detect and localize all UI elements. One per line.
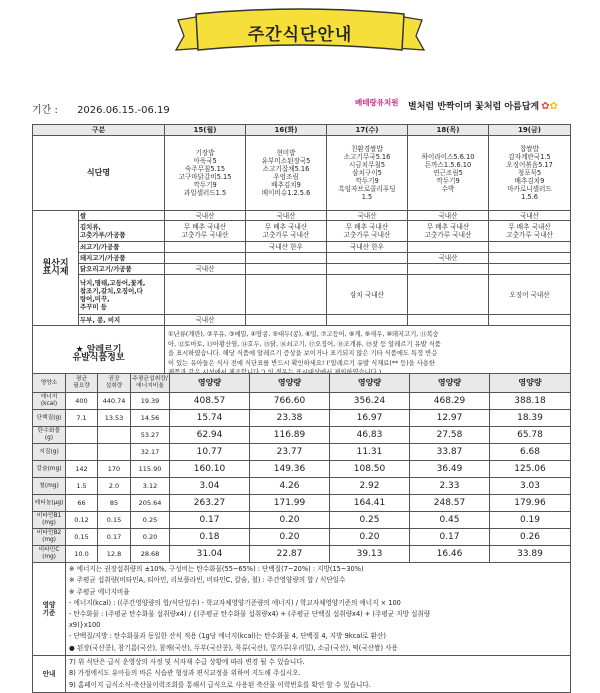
guide-table <box>32 562 571 693</box>
origin-cell <box>327 253 408 264</box>
nutrient-value: 0.17 <box>410 529 490 546</box>
nutrient-avg: 400 <box>66 393 98 410</box>
nutrient-value: 116.89 <box>250 427 330 444</box>
origin-row <box>33 315 571 326</box>
nutrient-value: 16.97 <box>330 410 410 427</box>
nutrient-value: 108.50 <box>330 461 410 478</box>
column-header-category: 구분 <box>33 125 165 136</box>
nutrient-recommended: 85 <box>98 495 131 512</box>
nutrient-value: 15.74 <box>170 410 250 427</box>
allergy-label: ★ 알레르기 유발식품정보 <box>33 326 165 383</box>
origin-cell: 국내산 <box>489 211 571 221</box>
nutrient-week-avg: 32.17 <box>131 444 170 461</box>
origin-cell <box>246 275 327 315</box>
nutrient-value: 10.77 <box>170 444 250 461</box>
origin-cell: 무 배추 국내산 고춧가루 국내산 <box>165 221 246 242</box>
origin-group-label: 원산지 표시제 <box>33 211 79 326</box>
nutrient-name: 단백질(g) <box>33 410 66 427</box>
menu-cell: 친환경쌀밥 소고기무국5.16 시금치무침5 삼치구이5 깍두기9 흑임자브로콜리푸딩 1.5 <box>327 136 408 211</box>
origin-item-label: 낙지,명태,고등어,꽃게, 참조기,갈치,오징어,다 랑어,미꾸, 주꾸미 등 <box>79 275 165 315</box>
period <box>32 101 186 116</box>
origin-cell <box>489 315 571 326</box>
column-header-day: 15(월) <box>165 125 246 136</box>
origin-cell <box>408 242 489 253</box>
nutrient-name: 탄수화물 (g) <box>33 427 66 444</box>
nutrient-avg: 66 <box>66 495 98 512</box>
nutrient-avg: 7.1 <box>66 410 98 427</box>
nutrient-value: 468.29 <box>410 393 490 410</box>
origin-row <box>33 211 571 221</box>
nutrition-header: 영양량 <box>250 374 330 393</box>
nutrition-row <box>33 427 571 444</box>
notice-text: 7) 위 식단은 급식 운영상의 사정 및 식자재 수급 상황에 따라 변경 될 수 있습니다. 8) 가정에서도 유아들의 바른 식습관 형성과 편식교정을 위하여 지도해 주십시오. 9) 홈페이지 급식소식-축산물이력조회를 통해서 급식으로 사용된 축산물 이력번호를 확인 할 수 있습니다. <box>66 656 571 693</box>
origin-item-label: 김치류, 고춧가루/가공품 <box>79 221 165 242</box>
origin-cell <box>327 264 408 275</box>
nutrition-header: 영양소 <box>33 374 66 393</box>
nutrient-week-avg: 28.68 <box>131 546 170 563</box>
nutrient-value: 16.46 <box>410 546 490 563</box>
origin-cell: 국내산 한우 <box>246 242 327 253</box>
menu-cell: 찹쌀밥 감자계란국1.5 오징어볶음5.17 청포묵5 배추김치9 마카로니샐러드 1.5.6 <box>489 136 571 211</box>
origin-cell <box>246 264 327 275</box>
nutrient-avg <box>66 444 98 461</box>
origin-cell: 국내산 <box>327 211 408 221</box>
column-header-day: 16(화) <box>246 125 327 136</box>
nutrient-name: 지질(g) <box>33 444 66 461</box>
nutrition-header: 영양량 <box>170 374 250 393</box>
nutrient-recommended <box>98 444 131 461</box>
nutrition-row <box>33 461 571 478</box>
origin-cell: 국내산 <box>246 211 327 221</box>
kindergarten-logo <box>355 97 398 108</box>
origin-cell: 무 배추 국내산 고춧가루 국내산 <box>489 221 571 242</box>
nutrient-value: 65.78 <box>490 427 571 444</box>
nutrient-value: 0.20 <box>330 529 410 546</box>
column-header-day: 18(목) <box>408 125 489 136</box>
nutrient-recommended: 0.17 <box>98 529 131 546</box>
menu-row-label: 식단명 <box>33 136 165 211</box>
nutrient-value: 0.25 <box>330 512 410 529</box>
nutrition-header: 평균 필요량 <box>66 374 98 393</box>
origin-item-label: 돼지고기/가공품 <box>79 253 165 264</box>
nutrient-avg: 10.0 <box>66 546 98 563</box>
nutrition-header-row <box>33 374 571 393</box>
nutrient-value: 31.04 <box>170 546 250 563</box>
standards-row <box>33 563 571 656</box>
slogan-text: 별처럼 반짝이며 꽃처럼 아름답게 <box>408 102 540 112</box>
origin-cell: 무 배추 국내산 고춧가루 국내산 <box>246 221 327 242</box>
origin-cell: 오징어 국내산 <box>489 275 571 315</box>
nutrition-header: 권장 섭취량 <box>98 374 131 393</box>
slogan <box>408 99 558 112</box>
nutrient-name: 레티놀(μg) <box>33 495 66 512</box>
nutrient-recommended: 440.74 <box>98 393 131 410</box>
origin-cell <box>489 264 571 275</box>
nutrition-row <box>33 410 571 427</box>
nutrition-row <box>33 444 571 461</box>
nutrient-name: 비타민B2 (mg) <box>33 529 66 546</box>
origin-cell: 국내산 <box>408 211 489 221</box>
nutrient-avg: 0.15 <box>66 529 98 546</box>
nutrient-value: 3.03 <box>490 478 571 495</box>
period-value: 2026.06.15.-06.19 <box>77 105 170 116</box>
nutrition-header: 영양량 <box>330 374 410 393</box>
origin-row <box>33 264 571 275</box>
nutrient-value: 3.04 <box>170 478 250 495</box>
nutrient-value: 23.38 <box>250 410 330 427</box>
origin-item-label: 닭오리고기/가공품 <box>79 264 165 275</box>
nutrient-value: 356.24 <box>330 393 410 410</box>
nutrient-week-avg: 115.90 <box>131 461 170 478</box>
flower-icon: ✿ <box>549 101 558 112</box>
nutrient-value: 171.99 <box>250 495 330 512</box>
origin-cell <box>165 275 246 315</box>
nutrition-header: 주평균섭취량/ 에너지비율 <box>131 374 170 393</box>
origin-cell <box>246 253 327 264</box>
nutrient-recommended <box>98 427 131 444</box>
column-header-day: 19(금) <box>489 125 571 136</box>
nutrient-week-avg: 53.27 <box>131 427 170 444</box>
nutrient-week-avg: 3.12 <box>131 478 170 495</box>
header-row <box>33 125 571 136</box>
origin-cell: 국내산 <box>165 211 246 221</box>
origin-cell: 국내산 한우 <box>327 242 408 253</box>
nutrient-name: 칼슘(mg) <box>33 461 66 478</box>
nutrient-value: 2.33 <box>410 478 490 495</box>
notice-label: 안내 <box>33 656 66 693</box>
origin-cell <box>408 264 489 275</box>
nutrient-recommended: 170 <box>98 461 131 478</box>
nutrient-value: 39.13 <box>330 546 410 563</box>
nutrient-value: 408.57 <box>170 393 250 410</box>
nutrient-avg: 1.5 <box>66 478 98 495</box>
nutrient-value: 0.20 <box>250 529 330 546</box>
nutrient-value: 248.57 <box>410 495 490 512</box>
nutrition-table <box>32 373 571 563</box>
nutrient-value: 2.92 <box>330 478 410 495</box>
origin-row <box>33 253 571 264</box>
nutrient-value: 6.68 <box>490 444 571 461</box>
origin-item-label: 쌀 <box>79 211 165 221</box>
origin-row <box>33 242 571 253</box>
logo-text: 베테랑유치원 <box>355 98 399 107</box>
origin-row <box>33 275 571 315</box>
title-banner <box>170 6 430 62</box>
notice-row <box>33 656 571 693</box>
nutrient-recommended: 13.53 <box>98 410 131 427</box>
origin-row <box>33 221 571 242</box>
nutrient-value: 766.60 <box>250 393 330 410</box>
nutrient-value: 23.77 <box>250 444 330 461</box>
page-title: 주간식단안내 <box>247 25 353 45</box>
flower-icon: ✿ <box>541 101 550 112</box>
origin-cell <box>408 275 489 315</box>
origin-cell <box>408 315 489 326</box>
nutrient-value: 33.87 <box>410 444 490 461</box>
nutrition-header: 영양량 <box>410 374 490 393</box>
origin-item-label: 쇠고기/가공품 <box>79 242 165 253</box>
nutrition-row <box>33 546 571 563</box>
nutrient-recommended: 0.15 <box>98 512 131 529</box>
origin-cell: 국내산 <box>408 253 489 264</box>
nutrient-week-avg: 0.20 <box>131 529 170 546</box>
nutrition-row <box>33 478 571 495</box>
origin-item-label: 두부, 콩, 비지 <box>79 315 165 326</box>
period-label: 기간 : <box>32 105 58 116</box>
column-header-day: 17(수) <box>327 125 408 136</box>
nutrient-name: 에너지 (kcal) <box>33 393 66 410</box>
nutrition-row <box>33 512 571 529</box>
origin-cell <box>165 253 246 264</box>
nutrient-name: 비타민B1 (mg) <box>33 512 66 529</box>
standards-text: ※ 에너지는 권장섭취량의 ±10%, 구성비는 탄수화물(55~65%) : 단백질(7~20%) : 지방(15~30%) ※ 주평균 섭취량(비타민A, 티아민, 리보플라빈, 비타민C, 칼슘, 철) : 주간영양량의 합 / 식단일수 ※ 주평균 에너지비율 - 에너지(kcal) : ((주간영양량의 합/식단일수) - 학교자체영양기준량의 에너지) / 학교자체영양기준의 에너지 × 100 - 탄수화물 : (주평균 탄수화물 섭취량x4) / {(주평균 탄수화물 섭취량x4) + (주평균 단백질 섭취량x4) + (주평균 지방 섭취량 x9)}x100 - 단백질/지방 : 탄수화물과 동일한 산식 적용 (1g당 에너지(kcal)는 탄수화물 4, 단백질 4, 지방 9kcal로 환산) ● 된장(국산콩), 참기름(국산), 참깨(국산), 두부(국산콩), 묵류(국산), 밀가루(우리밀), 소금(국산), 떡(국산쌀) 사용 <box>66 563 571 656</box>
nutrition-row <box>33 495 571 512</box>
menu-row <box>33 136 571 211</box>
nutrient-week-avg: 19.39 <box>131 393 170 410</box>
origin-cell: 국내산 <box>165 315 246 326</box>
nutrient-value: 263.27 <box>170 495 250 512</box>
nutrient-week-avg: 205.64 <box>131 495 170 512</box>
nutrient-value: 0.26 <box>490 529 571 546</box>
nutrient-value: 18.39 <box>490 410 571 427</box>
nutrient-week-avg: 14.56 <box>131 410 170 427</box>
origin-cell <box>489 253 571 264</box>
nutrient-value: 33.89 <box>490 546 571 563</box>
nutrient-recommended: 12.8 <box>98 546 131 563</box>
origin-cell: 무 배추 국내산 고춧가루 국내산 <box>408 221 489 242</box>
nutrient-week-avg: 0.25 <box>131 512 170 529</box>
nutrient-name: 비타민C (mg) <box>33 546 66 563</box>
origin-cell <box>165 242 246 253</box>
nutrition-header: 영양량 <box>490 374 571 393</box>
menu-cell: 기장밥 아욱국5 숙주무침5.15 고구마닭갈비5.15 깍두기9 과일샐러드1.5 <box>165 136 246 211</box>
nutrient-value: 0.45 <box>410 512 490 529</box>
menu-cell: 현미밥 유부미소된장국5 소고기잡채5.16 우엉조림 배추김치9 베이비슈1.2.5.6 <box>246 136 327 211</box>
nutrient-recommended: 2.0 <box>98 478 131 495</box>
origin-cell <box>489 242 571 253</box>
nutrition-row <box>33 529 571 546</box>
origin-cell: 무 배추 국내산 고춧가루 국내산 <box>327 221 408 242</box>
nutrient-value: 179.96 <box>490 495 571 512</box>
nutrient-value: 12.97 <box>410 410 490 427</box>
nutrient-value: 46.83 <box>330 427 410 444</box>
nutrient-avg: 142 <box>66 461 98 478</box>
nutrient-value: 11.31 <box>330 444 410 461</box>
nutrient-value: 0.19 <box>490 512 571 529</box>
nutrient-value: 27.58 <box>410 427 490 444</box>
nutrient-value: 164.41 <box>330 495 410 512</box>
menu-cell: 하이라이스5.6.10 돈까스1.5.6.10 연근조림5 깍두기9 수박 <box>408 136 489 211</box>
nutrient-avg: 0.12 <box>66 512 98 529</box>
nutrient-value: 0.17 <box>170 512 250 529</box>
nutrient-avg <box>66 427 98 444</box>
nutrition-row <box>33 393 571 410</box>
origin-cell: 삼치 국내산 <box>327 275 408 315</box>
origin-cell <box>246 315 327 326</box>
nutrient-value: 160.10 <box>170 461 250 478</box>
nutrient-value: 125.06 <box>490 461 571 478</box>
nutrient-value: 149.36 <box>250 461 330 478</box>
allergy-info-text: ①난류(계란), ②우유, ③메밀, ④땅콩, ⑤대두(콩), ⑥밀, ⑦고등어, ⑧게, ⑨새우, ⑩돼지고기, ⑪복숭 아, ⑫토마토, ⑬아황산염, ⑭호두, ⑮닭, ⑯쇠고기, ⑰오징어, ⑱조개류, ⑲잣 등 알레르기 유발 식품 을 표시하였습니다. 해당 식품에 알레르기 증상을 보이거나 표기되지 않은 기타 식품에도 특정 반응 이 있는 유아들은 식사 전에 식단표를 반드시 확인하세요! ('알레르기 유발 식재료(** 등)을 사용한 <box>165 326 571 383</box>
nutrient-value: 36.49 <box>410 461 490 478</box>
nutrient-value: 62.94 <box>170 427 250 444</box>
origin-cell <box>327 315 408 326</box>
nutrient-value: 0.18 <box>170 529 250 546</box>
nutrient-value: 388.18 <box>490 393 571 410</box>
origin-cell: 국내산 <box>165 264 246 275</box>
standards-label: 영양 기준 <box>33 563 66 656</box>
nutrient-value: 4.26 <box>250 478 330 495</box>
nutrient-name: 철(mg) <box>33 478 66 495</box>
nutrient-value: 22.87 <box>250 546 330 563</box>
menu-table <box>32 124 571 383</box>
nutrient-value: 0.20 <box>250 512 330 529</box>
